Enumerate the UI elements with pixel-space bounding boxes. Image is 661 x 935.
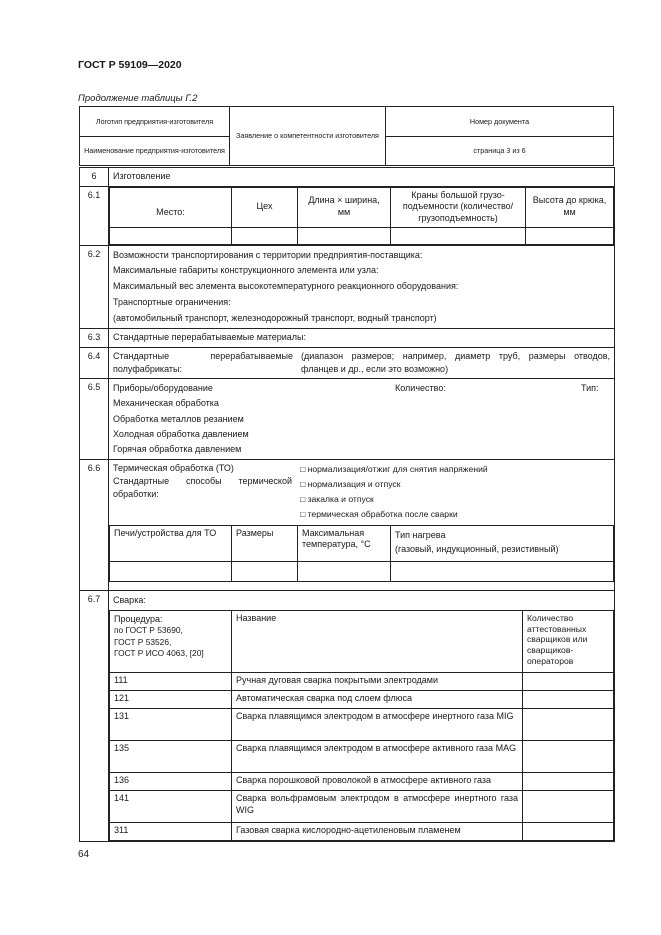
table-row [80,590,615,842]
table-row [80,329,615,348]
row-number: 6.1 [80,186,109,245]
furnace-table [109,525,614,582]
process-name: Ручная дуговая сварка покрытыми электродами [232,673,523,691]
process-code: 121 [110,691,232,709]
process-name-header: Название [232,611,523,673]
checkbox-option[interactable]: □ закалка и отпуск [300,494,374,505]
max-temp-label: Максимальная температура, °С [298,525,391,561]
row-number: 6.6 [80,460,109,590]
welding-table [109,610,614,841]
statement-title-cell: Заявление о компетентности изготовителя [229,106,386,166]
process-code: 311 [110,823,232,841]
cranes-label: Краны большой грузо-подъемности (количество/ грузоподъемность) [391,187,526,227]
table-row [110,673,614,691]
table-row [80,378,615,459]
quantity-label: Количество: [395,382,446,393]
process-code: 111 [110,673,232,691]
row-number: 6.4 [80,347,109,378]
welders-count-header: Количество аттестованных сварщиков или сварщиков-операторов [523,611,614,673]
process-name: Сварка плавящимся электродом в атмосфере активного газа MAG [232,741,523,773]
process-name: Автоматическая сварка под слоем флюса [232,691,523,709]
process-code: 131 [110,709,232,741]
section-title: Изготовление [109,168,615,187]
process-code: 136 [110,773,232,791]
semi-products-label: Стандартные перерабатываемые полуфабрикаты: [113,350,293,374]
heat-treatment-methods-label: Стандартные способы термической обработки: [113,475,292,499]
workshop-table [109,187,614,245]
table-row [80,460,615,590]
heat-treatment-title: Термическая обработка (ТО) [113,463,234,474]
company-name-cell: Наименование предприятия-изготовителя [79,136,230,166]
table-row [80,347,615,378]
heat-treatment-intro [109,460,296,524]
page-number: 64 [78,849,90,860]
sizes-label: Размеры [232,525,298,561]
checkbox-option[interactable]: □ нормализация/отжиг для снятия напряжений [300,464,488,475]
process-name: Сварка плавящимся электродом в атмосфере инертного газа MIG [232,709,523,741]
checkbox-option[interactable]: □ нормализация и отпуск [300,479,401,490]
heating-type-cell: Тип нагрева (газовый, индукционный, резистивный) [391,525,614,561]
place-label: Место: [110,187,232,227]
type-label: Тип: [581,382,599,393]
logo-cell: Логотип предприятия-изготовителя [79,106,230,137]
process-name: Газовая сварка кислородно-ацетиленовым пламенем [232,823,523,841]
process-code: 141 [110,791,232,823]
furnaces-label: Печи/устройства для ТО [110,525,232,561]
table-row [110,823,614,841]
semi-products-note: (диапазон размеров; например, диаметр труб, размеры отводов, фланцев и др., если это возможно) [301,350,611,374]
materials-label: Стандартные перерабатываемые материалы: [109,329,615,348]
equipment-block: Приборы/оборудование Механическая обработка Обработка металлов резанием Холодная обработка давлением Горячая обработка давлением Количество: Тип: [109,378,615,459]
transport-info: Возможности транспортирования с территории предприятия-поставщика: Максимальные габариты конструкционного элемента или узла: Максимальный вес элемента высокотемпературного реакционного оборудования: Транспортные ограничения: (автомобильный транспорт, железнодорожный транспорт, водный транспорт) [109,245,615,329]
checkbox-option[interactable]: □ термическая обработка после сварки [300,509,458,520]
table-row [110,691,614,709]
table-row [80,245,615,329]
procedure-header: Процедура: по ГОСТ Р 53690, ГОСТ Р 53526, ГОСТ Р ИСО 4063, [20] [110,611,232,673]
row-number: 6.3 [80,329,109,348]
document-number-cell: Номер документа [385,106,614,137]
table-row [80,168,615,187]
process-name: Сварка порошковой проволокой в атмосфере активного газа [232,773,523,791]
table-continuation-caption: Продолжение таблицы Г.2 [78,93,198,104]
table-row [110,709,614,741]
welding-title: Сварка: [113,594,146,605]
hook-height-label: Высота до крюка, мм [526,187,614,227]
shop-label: Цех [232,187,298,227]
competence-table [79,167,615,842]
page-of-cell: страница 3 из 6 [385,136,614,166]
size-label: Длина × ширина, мм [298,187,391,227]
row-number: 6 [80,168,109,187]
table-row [110,741,614,773]
row-number: 6.5 [80,378,109,459]
form-header [79,106,614,166]
process-name: Сварка вольфрамовым электродом в атмосфере инертного газа WIG [232,791,523,823]
standard-number: ГОСТ Р 59109—2020 [78,59,182,71]
table-row [110,773,614,791]
heat-treatment-options [296,460,614,524]
row-number: 6.7 [80,590,109,842]
row-number: 6.2 [80,245,109,329]
table-row [110,791,614,823]
process-code: 135 [110,741,232,773]
table-row [80,186,615,245]
